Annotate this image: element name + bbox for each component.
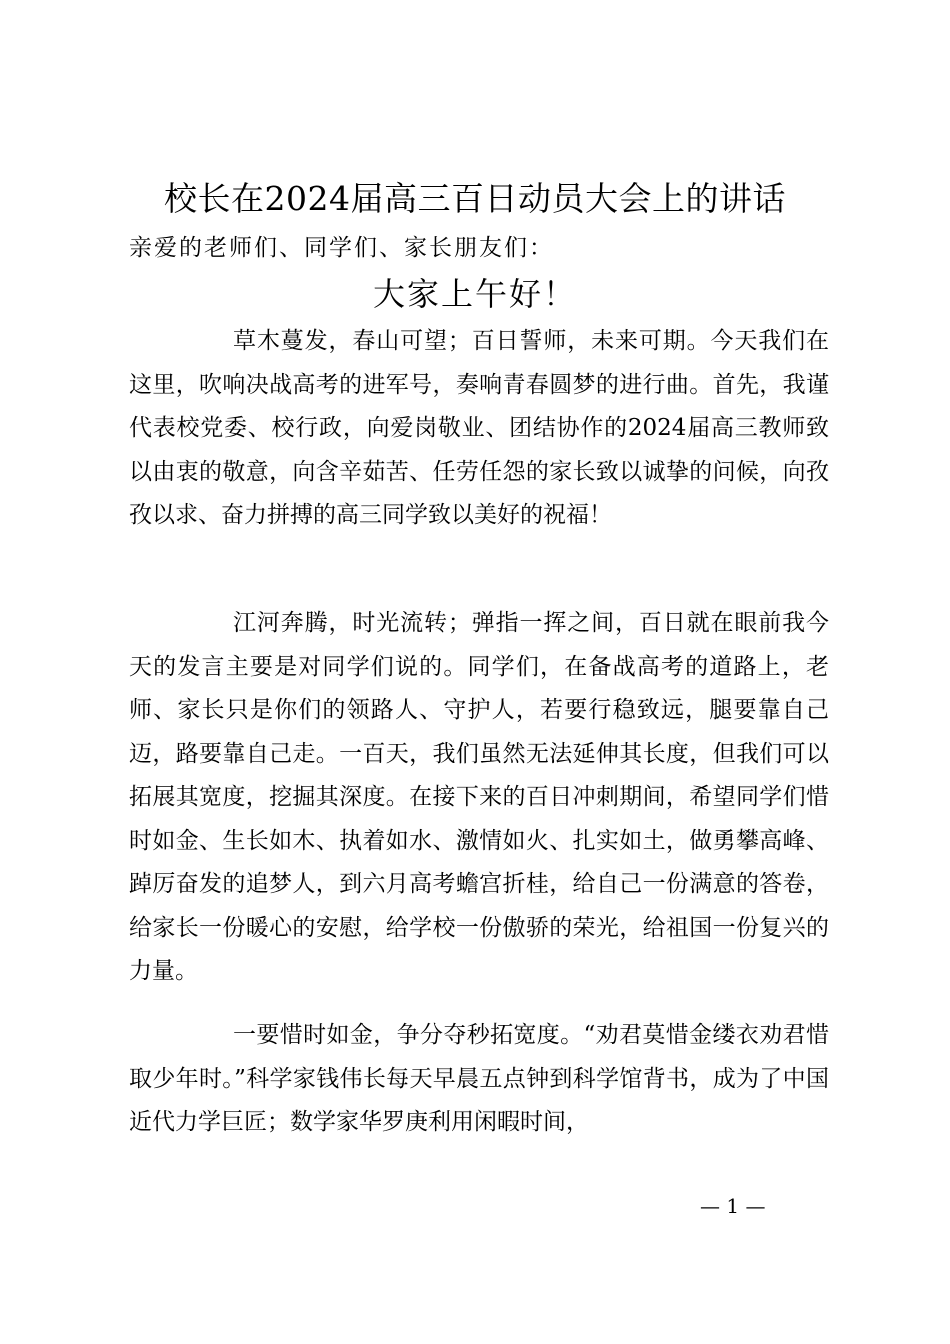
page-number: — 1 — xyxy=(700,1194,766,1218)
speech-title: 校长在2024届高三百日动员大会上的讲话 xyxy=(164,179,786,218)
paragraph-opening: 草木蔓发，春山可望；百日誓师，未来可期。今天我们在这里，吹响决战高考的进军号，奏响青春圆梦的进行曲。首先，我谨代表校党委、校行政，向爱岗敬业、团结协作的2024届高三教师致以由衷的敬意，向含辛茹苦、任劳任怨的家长致以诚挚的问候，向孜孜以求、奋力拼搏的高三同学致以美好的祝福！ xyxy=(129,328,829,528)
salutation: 亲爱的老师们、同学们、家长朋友们： xyxy=(129,235,554,261)
paragraph-cherish-time: 一要惜时如金，争分夺秒拓宽度。“劝君莫惜金缕衣劝君惜取少年时。”科学家钱伟长每天早晨五点钟到科学馆背书，成为了中国近代力学巨匠；数学家华罗庚利用闲暇时间， xyxy=(129,1022,829,1135)
paragraph-hundred-days: 江河奔腾，时光流转；弹指一挥之间，百日就在眼前我今天的发言主要是对同学们说的。同学们，在备战高考的道路上，老师、家长只是你们的领路人、守护人，若要行稳致远，腿要靠自己迈，路要靠自己走。一百天，我们虽然无法延伸其长度，但我们可以拓展其宽度，挖掘其深度。在接下来的百日冲刺期间，希望同学们惜时如金、生长如木、执着如水、激情如火、扎实如土，做勇攀高峰、踔厉奋发的追梦人，到六月高考蟾宫折桂，给自己一份满意的答卷，给家长一份暖心的安慰，给学校一份傲骄的荣光，给祖国一份复兴的力量。 xyxy=(129,610,829,984)
greeting: 大家上午好！ xyxy=(372,275,577,313)
